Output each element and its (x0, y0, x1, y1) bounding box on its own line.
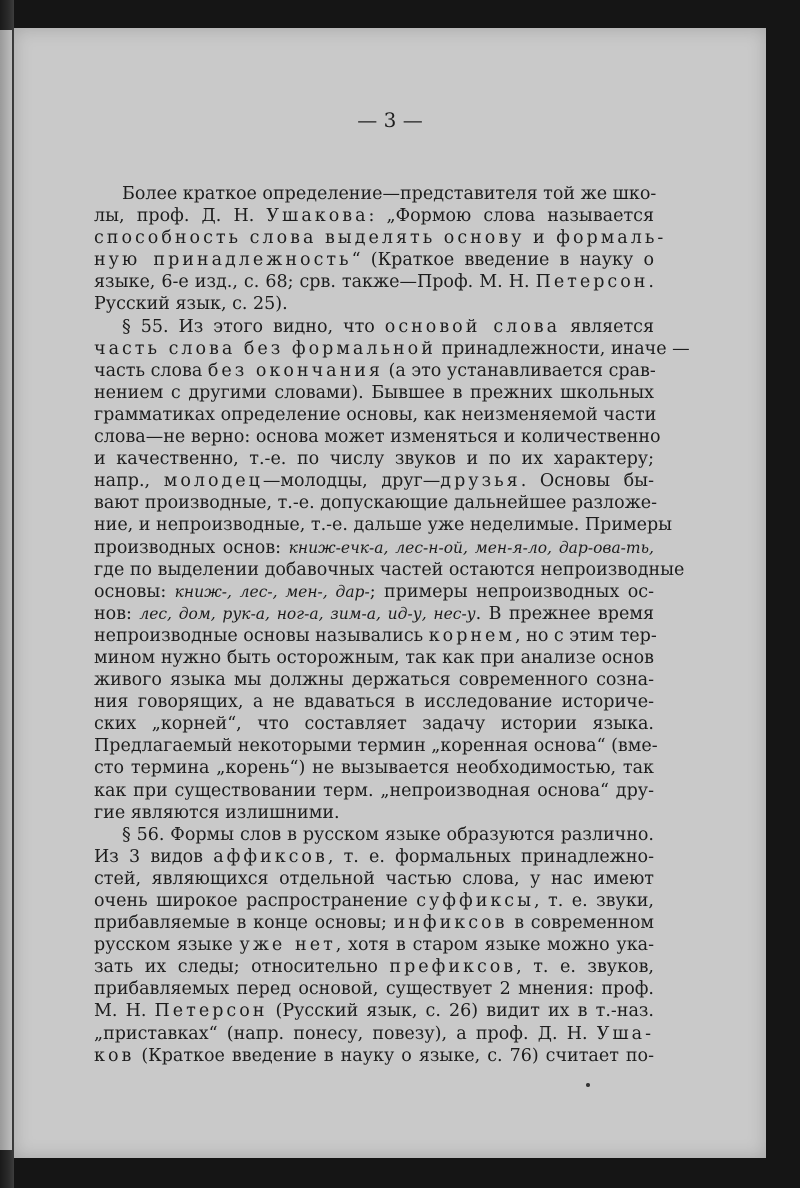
text-span: (Русский язык, с. 26) видит их в т.-наз. (267, 1001, 654, 1022)
text-line (94, 625, 657, 647)
spaced-emphasis: ную принадлежность (94, 250, 352, 271)
spaced-emphasis: основой слова (384, 316, 561, 337)
spaced-emphasis: инфиксов (393, 913, 508, 934)
text-span: является (560, 316, 654, 337)
text-line (94, 713, 654, 735)
text-span: мином нужно быть осторожным, так как при анализе основ (94, 647, 654, 668)
text-span: часть слова (94, 360, 208, 381)
text-line (94, 1000, 654, 1022)
text-line (94, 890, 654, 912)
text-line (94, 559, 685, 581)
text-line (94, 404, 657, 426)
text-line (94, 360, 654, 382)
text-line (94, 293, 654, 315)
text-span: русском языке (94, 935, 240, 956)
text-line (94, 183, 657, 205)
text-line (94, 492, 658, 514)
text-span: нов: (94, 603, 140, 624)
text-span: . В прежнее время (475, 603, 654, 624)
text-span: зать их следы; относительно (94, 957, 390, 978)
text-span: , т. е. звуков, (516, 957, 654, 978)
text-span: очень широкое распространение (94, 891, 417, 911)
text-span: где по выделении добавочных частей остаются непроизводные (94, 559, 685, 580)
text-span: —молодцы, друг— (262, 471, 441, 492)
text-span: непроизводные основы назывались (94, 625, 429, 646)
text-line (94, 271, 654, 293)
spaced-emphasis: часть слова без формальной (94, 338, 436, 359)
text-span: Русский язык, с. 25). (94, 294, 288, 315)
text-span: ния говорящих, а не вдаваться в исследование историче- (94, 692, 654, 713)
text-line (94, 470, 654, 492)
text-line (94, 338, 690, 360)
text-line (94, 514, 673, 536)
text-span: . (648, 272, 654, 293)
spaced-emphasis: способность слова выделять основу и формаль- (94, 228, 667, 249)
spaced-emphasis: корнем (428, 625, 516, 646)
spaced-emphasis: Уша- (596, 1023, 654, 1044)
text-line (94, 537, 654, 559)
text-line (94, 1045, 654, 1067)
italic-example: книж-, лес-, мен-, дар- (174, 582, 370, 601)
text-line (94, 912, 654, 934)
spaced-emphasis: префиксов (389, 957, 517, 978)
text-span: , но с этим тер- (515, 625, 657, 646)
text-span: производных основ: (94, 537, 289, 558)
text-span: , т. е. звуки, (534, 891, 654, 911)
text-span: „приставках“ (напр. понесу, повезу), а проф. Д. Н. (94, 1023, 597, 1044)
text-span: лы, проф. Д. Н. (94, 206, 267, 227)
text-line (94, 846, 654, 868)
text-line (94, 382, 654, 404)
spaced-emphasis: друзья (440, 471, 521, 492)
text-span: § 55. Из этого видно, что (122, 316, 385, 337)
text-span: ских „корней“, что составляет задачу истории языка. (94, 714, 654, 735)
text-line (94, 934, 654, 956)
spaced-emphasis: уже нет (239, 935, 336, 956)
text-span: в современном (507, 913, 654, 934)
text-span: ние, и непроизводные, т.-е. дальше уже неделимые. Примеры (94, 515, 673, 536)
text-line (94, 757, 654, 779)
text-span: и качественно, т.-е. по числу звуков и по их характеру; (94, 449, 654, 470)
text-span: как при существовании терм. „непроизводная основа“ дру- (94, 780, 654, 801)
text-line (94, 1023, 654, 1045)
print-speck (586, 1083, 590, 1087)
italic-example: книж-ечк-а, лес-н-ой, мен-я-ло, дар-ова-ть, (288, 538, 654, 557)
text-span: вают производные, т.-е. допускающие дальнейшее разложе- (94, 493, 658, 514)
text-line (94, 978, 654, 1000)
spaced-emphasis: ков (94, 1045, 135, 1066)
text-span: Предлагаемый некоторыми термин „коренная основа“ (вме- (94, 736, 658, 757)
text-line (94, 735, 658, 757)
text-span: принадлежности, иначе — (435, 338, 690, 359)
text-line (94, 205, 654, 227)
italic-example: лес, дом, рук-а, ног-а, зим-а, ид-у, нес-у (139, 604, 476, 623)
spaced-emphasis: молодец (163, 471, 263, 492)
text-span: основы: (94, 581, 175, 602)
text-span: (а это устанавливается срав- (382, 360, 656, 381)
text-span: ; примеры непроизводных ос- (369, 581, 654, 602)
text-span: “ (Краткое введение в науку о (351, 250, 654, 271)
text-line (94, 956, 654, 978)
text-line (94, 647, 654, 669)
spaced-emphasis: без окончания (207, 360, 383, 381)
text-span: сто термина „корень“) не вызывается необходимостью, так (94, 758, 654, 779)
text-line (94, 581, 654, 603)
text-line (94, 316, 654, 338)
text-span: прибавляемых перед основой, существует 2 мнения: проф. (94, 979, 654, 1000)
spaced-emphasis: аффиксов (213, 846, 328, 867)
spaced-emphasis: Ушакова (266, 206, 369, 227)
text-span: § 56. Формы слов в русском языке образуются различно. (122, 824, 654, 845)
text-line (94, 802, 654, 824)
page-number: — 3 — (357, 108, 423, 132)
spaced-emphasis: суффиксы (416, 891, 535, 911)
text-span: Более краткое определение—представителя той же шко- (122, 184, 657, 204)
body-text (94, 183, 690, 1067)
text-span: . Основы бы- (520, 471, 654, 492)
text-span: напр., (94, 471, 164, 492)
text-line (94, 780, 654, 802)
spaced-emphasis: Петерсон (535, 272, 649, 293)
text-span: языке, 6-е изд., с. 68; срв. также—Проф. М. Н. (94, 272, 536, 293)
text-span: , т. е. формальных принадлежно- (327, 846, 654, 867)
text-span: : „Формою слова называется (368, 206, 654, 227)
book-page (14, 28, 766, 1158)
text-span: грамматиках определение основы, как неизменяемой части (94, 404, 657, 425)
text-span: Из 3 видов (94, 846, 214, 867)
text-span: М. Н. (94, 1001, 155, 1022)
spaced-emphasis: Петерсон (154, 1001, 268, 1022)
text-span: , хотя в старом языке можно ука- (335, 935, 654, 956)
text-line (94, 669, 654, 691)
text-span: (Краткое введение в науку о языке, с. 76) считает по- (134, 1045, 654, 1066)
previous-page-edge (0, 30, 12, 1150)
text-span: слова—не верно: основа может изменяться и количественно (94, 427, 661, 448)
text-span: живого языка мы должны держаться современного созна- (94, 670, 654, 691)
text-line (94, 824, 654, 846)
text-line (94, 249, 654, 271)
text-line (94, 448, 654, 470)
text-line (94, 227, 667, 249)
text-span: гие являются излишними. (94, 802, 340, 823)
text-line (94, 603, 654, 625)
text-line (94, 691, 654, 713)
text-span: прибавляемые в конце основы; (94, 913, 394, 934)
text-span: стей, являющихся отдельной частью слова, у нас имеют (94, 868, 654, 889)
text-span: нением с другими словами). Бывшее в прежних школьных (94, 382, 654, 403)
text-line (94, 868, 654, 890)
text-line (94, 426, 661, 448)
